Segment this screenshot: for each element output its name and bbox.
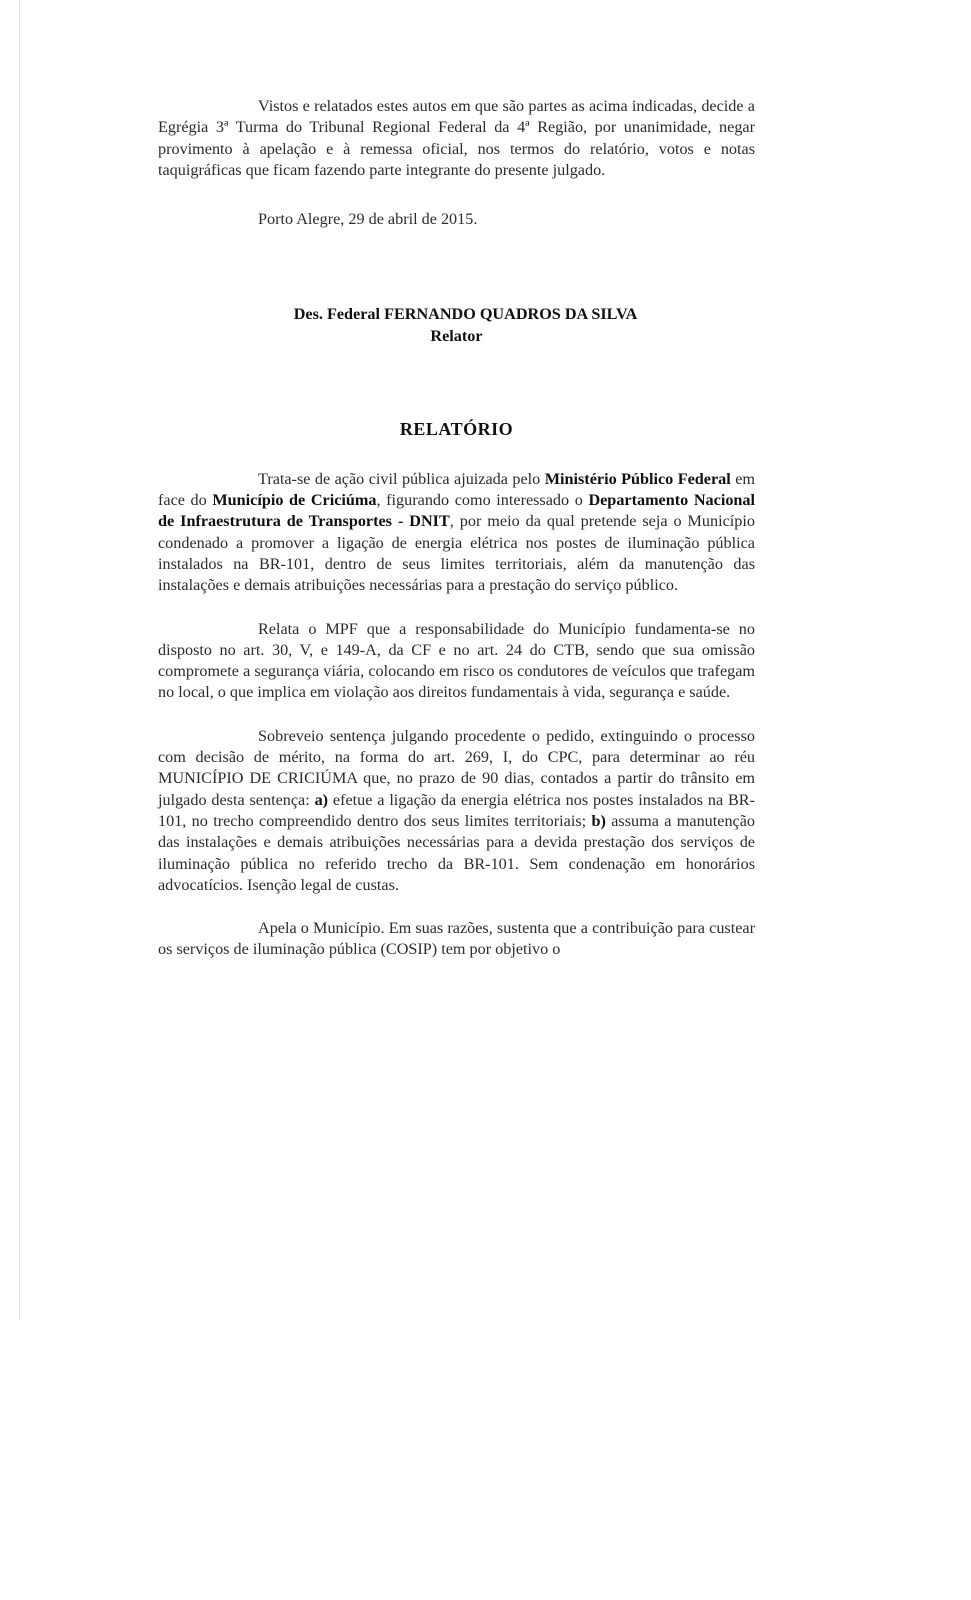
paragraph-gap: [158, 704, 755, 726]
paragraph-gap: [158, 597, 755, 619]
paragraph-gap: [158, 896, 755, 918]
text-run: , figurando como interessado o: [376, 491, 589, 510]
section-title: RELATÓRIO: [399, 419, 514, 440]
document-page: [158, 96, 755, 961]
signature-block: [158, 303, 755, 347]
party-municipio: Município de Criciúma: [212, 491, 377, 510]
party-dnit: Departamento Nacional de Infraestrutura de Transportes - DNIT: [158, 491, 756, 531]
signer-role: Relator: [430, 327, 483, 346]
text-run: Sobreveio sentença julgando procedente o pedido, extinguindo o processo com decisão de mérito, na forma do art. 269, I, do CPC, para determinar ao réu MUNICÍPIO DE CRICIÚMA que, no prazo de 90 dias, contados a partir do trânsito em julgado desta sentença:: [158, 726, 755, 809]
item-marker-b: b): [591, 811, 606, 830]
text-run: , por meio da qual pretende seja o Município condenado a promover a ligação de energia elétrica nos postes de iluminação pública instalados na BR-101, dentro de seus limites territoriais, além da manutenção das instalações e demais atribuições necessárias para a prestação do serviço público.: [158, 512, 755, 595]
signer-name: Des. Federal FERNANDO QUADROS DA SILVA: [293, 305, 638, 324]
scan-edge-line: [19, 0, 20, 1320]
report-paragraph-4: Apela o Município. Em suas razões, sustenta que a contribuição para custear os serviços de iluminação pública (COSIP) tem por objetivo o: [158, 919, 755, 959]
item-marker-a: a): [314, 790, 329, 809]
report-paragraph-1: [158, 469, 755, 597]
text-run: efetue a ligação da energia elétrica nos postes instalados na BR-101, no trecho compreendido dentro dos seus limites territoriais;: [158, 790, 755, 830]
text-run: em face do: [158, 469, 755, 510]
place-date: Porto Alegre, 29 de abril de 2015.: [258, 210, 478, 229]
report-paragraph-2: Relata o MPF que a responsabilidade do Município fundamenta-se no disposto no art. 30, V, e 149-A, da CF e no art. 24 do CTB, sendo que sua omissão compromete a segurança viária, colocando em risco os condutores de veículos que trafegam no local, o que implica em violação aos direitos fundamentais à vida, segurança e saúde.: [158, 619, 755, 702]
text-run: assuma a manutenção das instalações e demais atribuições necessárias para a devida prestação dos serviços de iluminação pública no referido trecho da BR-101. Sem condenação em honorários advocatícios. Isenção legal de custas.: [158, 811, 756, 894]
opening-paragraph: Vistos e relatados estes autos em que são partes as acima indicadas, decide a Egrégia 3ª Turma do Tribunal Regional Federal da 4ª Região, por unanimidade, negar provimento à apelação e à remessa oficial, nos termos do relatório, votos e notas taquigráficas que ficam fazendo parte integrante do presente julgado.: [158, 97, 755, 179]
party-mpf: Ministério Público Federal: [544, 469, 731, 488]
report-paragraph-3: [158, 726, 755, 896]
text-run: Trata-se de ação civil pública ajuizada pelo: [258, 469, 545, 488]
